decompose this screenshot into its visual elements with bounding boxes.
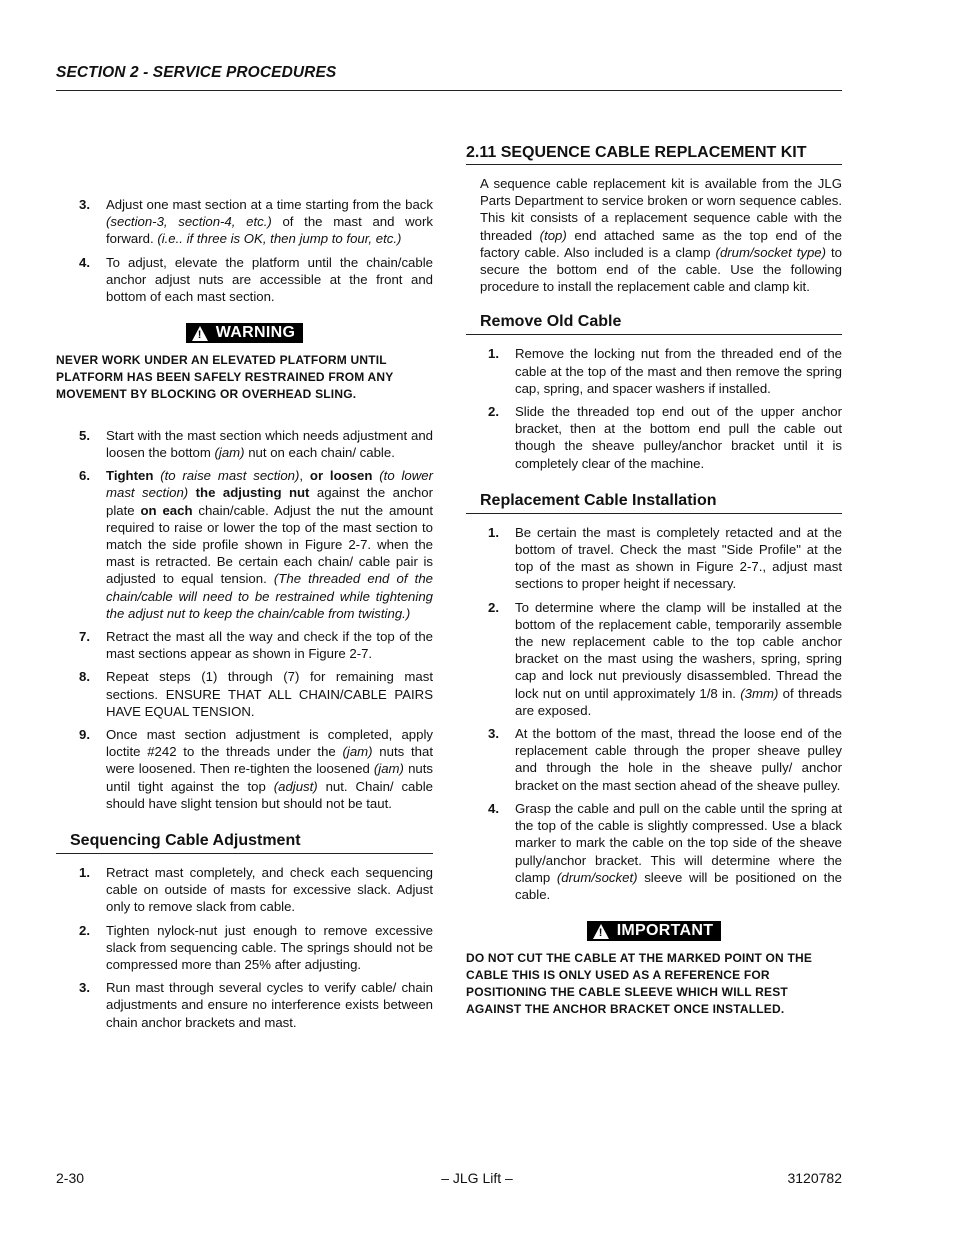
step-list xyxy=(56,427,433,812)
text-run: nuts until tight against the top xyxy=(106,761,434,794)
text-run: or loosen xyxy=(309,468,373,484)
list-item xyxy=(466,345,842,397)
text-run: nuts that were loosened. Then re-tighten the loosened xyxy=(106,744,433,777)
text-run: Once mast section adjustment is completed, apply loctite #242 to the threads under the xyxy=(106,726,433,760)
text-run: Start with the mast section which needs adjustment and loosen the bottom xyxy=(106,427,433,460)
item-number: 4. xyxy=(79,254,90,270)
step-list xyxy=(466,345,842,471)
left-column xyxy=(56,196,433,1037)
section-title: 2.11 SEQUENCE CABLE REPLACEMENT KIT xyxy=(466,144,842,165)
important-badge xyxy=(587,921,722,941)
footer-title: – JLG Lift – xyxy=(441,1170,513,1186)
item-number: 3. xyxy=(79,980,90,996)
warning-badge xyxy=(186,323,303,343)
text-run: (adjust) xyxy=(273,778,318,794)
step-list xyxy=(56,196,433,305)
important-label: IMPORTANT xyxy=(616,922,714,940)
text-run: Run mast through several cycles to verify cable/ chain adjustments and ensure no interference exists between chain anchor brackets and mast. xyxy=(106,980,433,1030)
text-run: (to lower mast section) xyxy=(106,468,433,501)
list-item xyxy=(56,668,433,720)
list-item xyxy=(56,628,433,662)
item-number: 9. xyxy=(79,726,90,742)
item-number: 3. xyxy=(79,197,90,212)
step-list xyxy=(56,864,433,1031)
list-item xyxy=(56,427,433,461)
text-run: A sequence cable replacement kit is available from the JLG Parts Department to service broken or worn sequence cables. This kit consists of a replacement sequence cable with the threaded xyxy=(480,176,842,243)
text-run: (drum/socket) xyxy=(556,869,638,885)
important-banner xyxy=(466,921,842,944)
text-run: Repeat steps (1) through (7) for remaining mast sections. ENSURE THAT ALL CHAIN/CABLE PAIRS HAVE EQUAL TENSION. xyxy=(106,669,433,719)
item-number: 8. xyxy=(79,669,90,685)
warning-banner xyxy=(56,323,433,346)
text-run: (jam) xyxy=(373,761,404,777)
remove-title: Remove Old Cable xyxy=(466,313,842,335)
list-item xyxy=(56,467,433,622)
document-number: 3120782 xyxy=(787,1170,842,1186)
list-item xyxy=(56,726,433,812)
text-run: Tighten nylock-nut just enough to remove excessive slack from sequencing cable. The springs should not be compressed more than 25% after adjusting. xyxy=(106,922,433,972)
install-title: Replacement Cable Installation xyxy=(466,492,842,514)
warning-triangle-icon xyxy=(593,924,609,939)
text-run: Remove the locking nut from the threaded end of the cable at the top of the mast and then remove the spring cap, spring, and spacer washers if installed. xyxy=(515,346,842,396)
text-run: At the bottom of the mast, thread the loose end of the replacement cable through the proper sheave pulley and through the hole in the sheave pully/ anchor bracket on the mast section ahead of the sheave pulley. xyxy=(515,726,842,793)
text-run: of the mast and work forward. xyxy=(106,214,433,247)
text-run: Retract mast completely, and check each sequencing cable on outside of masts for excessive slack. Adjust only to remove slack from cable. xyxy=(106,864,433,915)
text-run: Retract the mast all the way and check if the top of the mast sections appear as shown in Figure 2-7. xyxy=(106,628,433,662)
text-run: (section-3, section-4, etc.) xyxy=(106,214,272,230)
text-run: nut. Chain/ cable should have slight tension but should not be taut. xyxy=(106,778,433,811)
text-run: (The threaded end of the chain/cable will need to be restrained while tightening the adjust nut to keep the chain/cable from twisting.) xyxy=(106,571,434,621)
text-run: To adjust, elevate the platform until the chain/cable anchor adjust nuts are accessible at the front and bottom of each mast section. xyxy=(106,254,433,305)
warning-text: NEVER WORK UNDER AN ELEVATED PLATFORM UNTIL PLATFORM HAS BEEN SAFELY RESTRAINED FROM ANY MOVEMENT BY BLOCKING OR OVERHEAD SLING. xyxy=(56,352,394,401)
list-item xyxy=(466,800,842,903)
list-item xyxy=(56,864,433,916)
item-number: 6. xyxy=(79,468,90,484)
text-run: (i.e.. if three is OK, then jump to four, etc.) xyxy=(157,231,402,247)
intro-paragraph xyxy=(466,175,842,295)
item-number: 1. xyxy=(488,524,499,540)
text-run: against the anchor plate xyxy=(106,485,433,518)
text-run: Grasp the cable and pull on the cable until the spring at the top of the cable is slightly compressed. Use a black marker to mark the cable on the top side of the sheave pully/anchor bracket. This will determine where the clamp xyxy=(515,800,842,885)
list-item xyxy=(466,403,842,472)
text-run xyxy=(188,485,195,500)
item-number: 2. xyxy=(79,922,90,938)
text-run: Be certain the mast is completely retacted and at the bottom of travel. Check the mast "Side Profile" at the top of the mast as shown in Figure 2-7., adjust mast sections to proper height if necessary. xyxy=(515,524,842,592)
warning-label: WARNING xyxy=(215,324,296,342)
text-run: (drum/socket type) xyxy=(715,244,827,260)
item-number: 4. xyxy=(488,800,499,816)
section-heading: SECTION 2 - SERVICE PROCEDURES xyxy=(56,64,337,81)
list-item xyxy=(56,979,433,1031)
list-item xyxy=(466,725,842,794)
list-item xyxy=(466,599,842,719)
text-run: (top) xyxy=(539,227,567,243)
list-item xyxy=(56,254,433,306)
text-run: , xyxy=(299,468,310,484)
list-item xyxy=(466,524,842,593)
item-number: 5. xyxy=(79,427,90,443)
text-run: (jam) xyxy=(214,444,245,460)
item-number: 2. xyxy=(488,404,499,420)
text-run: (3mm) xyxy=(740,685,779,701)
page-header xyxy=(56,64,842,91)
list-item xyxy=(56,922,433,974)
text-run: To determine where the clamp will be installed at the bottom of the replacement cable, temporarily assemble the new replacement cable to the top cable anchor bracket on the mast using the washers, spring, spring cap and lock nut previously disassembled. Thread the lock nut on until approximately 1/8 in. xyxy=(515,599,842,701)
text-run: nut on each chain/ cable. xyxy=(244,444,395,460)
important-text: DO NOT CUT THE CABLE AT THE MARKED POINT ON THE CABLE THIS IS ONLY USED AS A REFERENCE FOR POSITIONING THE CABLE SLEEVE WHICH WILL REST AGAINST THE ANCHOR BRACKET ONCE INSTALLED. xyxy=(466,950,813,1016)
text-run: (to raise mast section) xyxy=(160,468,300,484)
text-run: end attached same as the top end of the factory cable. Also included is a clamp xyxy=(480,227,842,260)
text-run: Adjust one mast section at a time starting from the back xyxy=(106,197,433,212)
item-number: 7. xyxy=(79,628,90,644)
page-number: 2-30 xyxy=(56,1170,85,1186)
right-column xyxy=(466,144,842,1042)
list-item xyxy=(56,196,433,248)
text-run: Slide the threaded top end out of the upper anchor bracket, then at the bottom end pull the cable out though the sheave pulley/anchor bracket until it is completely clear of the machine. xyxy=(515,404,842,471)
text-run: sleeve will be positioned on the cable. xyxy=(515,869,842,902)
text-run: of threads are exposed. xyxy=(515,685,842,718)
text-run: Tighten xyxy=(106,468,154,484)
text-run: (jam) xyxy=(342,744,373,760)
item-number: 1. xyxy=(79,864,90,880)
text-run: to secure the bottom end of the cable. Use the following procedure to install the replacement cable and clamp kit. xyxy=(480,244,843,295)
item-number: 3. xyxy=(488,726,499,742)
step-list xyxy=(466,524,842,903)
item-number: 1. xyxy=(488,346,499,362)
subsection-title: Sequencing Cable Adjustment xyxy=(56,832,433,854)
item-number: 2. xyxy=(488,599,499,615)
text-run: the adjusting nut xyxy=(195,485,310,501)
text-run: on each xyxy=(140,502,193,518)
warning-triangle-icon xyxy=(192,326,208,341)
text-run: chain/cable. Adjust the nut the amount required to raise or lower the top of the mast section to match the side profile shown in Figure 2-7. when the mast is retracted. Be certain each chain/ cable pair is adjusted to equal tension. xyxy=(106,502,433,587)
